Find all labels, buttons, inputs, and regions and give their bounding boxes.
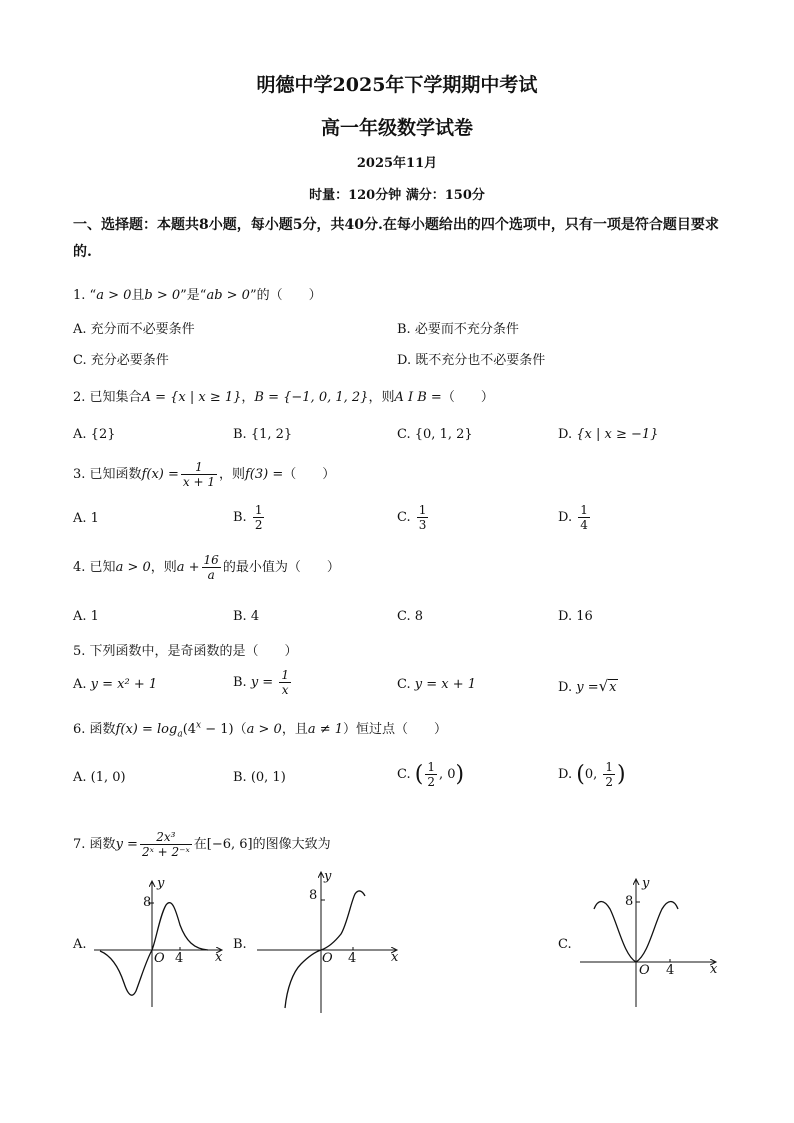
question-3	[73, 460, 335, 489]
q2-b-label: B.	[233, 427, 247, 442]
q4-frac-num: 16	[203, 553, 219, 567]
curve-a	[100, 903, 208, 995]
q3-option-c[interactable]	[397, 503, 430, 532]
graph-b-tick-x: 4	[348, 951, 357, 966]
q5-stem: 下列函数中，是奇函数的是（ ）	[89, 644, 298, 659]
graph-a-origin: O	[154, 951, 165, 966]
q5-b-label: B.	[233, 675, 247, 690]
q2-option-d[interactable]	[558, 427, 658, 442]
q3-expr-1: f(x) =	[141, 467, 179, 482]
q3-b-fraction	[253, 503, 265, 532]
q5-option-b[interactable]	[233, 668, 293, 697]
q3-b-den: 2	[254, 518, 263, 532]
q3-option-b[interactable]	[233, 503, 266, 532]
q6-text-2: （	[233, 722, 247, 737]
q5-b-fraction	[279, 668, 291, 697]
q6-log-end: − 1)	[201, 722, 234, 737]
question-1	[73, 284, 322, 303]
q4-expr-2: a +	[176, 560, 200, 575]
paper-title: 高一年级数学试卷	[320, 117, 473, 139]
question-7	[73, 830, 331, 859]
q2-c-label: C.	[397, 427, 411, 442]
q7-text-2: 在	[193, 837, 207, 852]
q3-frac-num: 1	[181, 460, 217, 475]
q6-expr-3: a ≠ 1	[307, 722, 344, 737]
q7-frac-den: 2ˣ + 2⁻ˣ	[141, 845, 190, 859]
question-4	[73, 553, 340, 582]
q7-expr-2: [−6, 6]	[206, 837, 253, 852]
q6-option-c[interactable]	[397, 760, 464, 789]
question-2	[73, 386, 494, 405]
q3-option-d[interactable]	[558, 503, 592, 532]
q2-expr-2: B = {−1, 0, 1, 2}	[254, 390, 369, 405]
q6-c-den: 2	[427, 775, 435, 789]
q3-d-den: 4	[580, 518, 588, 532]
q6-text-1: 函数	[89, 722, 116, 737]
left-paren-icon: (	[414, 762, 424, 787]
q5-option-d[interactable]	[558, 677, 618, 695]
q3-b-num: 1	[254, 503, 263, 517]
q5-number: 5.	[73, 644, 86, 659]
q2-number: 2.	[73, 390, 86, 405]
q3-c-den: 3	[418, 518, 427, 532]
q7-text-1: 函数	[89, 837, 116, 852]
q2-expr-3: A I B =	[394, 390, 442, 405]
q3-c-label: C.	[397, 510, 411, 525]
q6-text-4: ）恒过点（ ）	[343, 722, 448, 737]
graph-b-tick-y: 8	[309, 888, 318, 903]
q3-expr-2: f(3) =	[244, 467, 284, 482]
left-paren-icon: (	[576, 762, 585, 787]
q5-d-radicand: x	[609, 680, 617, 695]
q6-d-label: D.	[558, 767, 573, 782]
q2-text-1: 已知集合	[89, 390, 142, 405]
q7-fraction	[140, 830, 192, 859]
q6-c-fraction	[425, 760, 437, 789]
q5-b-num: 1	[281, 668, 289, 682]
q1-expr-3: ab > 0	[206, 288, 250, 303]
q2-d-value: {x | x ≥ −1}	[576, 427, 659, 442]
q4-text-2: ，则	[150, 560, 177, 575]
graph-c-y-label: y	[642, 876, 650, 891]
q6-log-exp: x	[196, 720, 202, 731]
q1-text-2: 且	[131, 288, 145, 303]
q6-a-label: A.	[73, 770, 87, 785]
q1-expr-1: a > 0	[96, 288, 132, 303]
graph-c-origin: O	[639, 963, 650, 978]
q7-graph-b[interactable]	[255, 868, 405, 1018]
q2-sep-1: ，	[241, 390, 255, 405]
q4-option-b[interactable]: B. 4	[233, 609, 260, 624]
q6-expr-1: f(x) = log	[115, 722, 178, 737]
graph-b-x-label: x	[391, 950, 399, 965]
question-6	[73, 718, 447, 740]
q5-b-den: x	[281, 683, 289, 697]
q1-text-4: ”的（ ）	[249, 288, 322, 303]
q2-option-a[interactable]	[73, 427, 116, 442]
q4-option-d[interactable]: D. 16	[558, 609, 593, 624]
q5-option-c[interactable]	[397, 677, 476, 692]
right-paren-icon: )	[617, 762, 626, 787]
q6-number: 6.	[73, 722, 86, 737]
q3-text-2: ，则	[218, 467, 245, 482]
school-exam-title: 明德中学2025年下学期期中考试	[256, 74, 538, 96]
q4-number: 4.	[73, 560, 86, 575]
q7-expr-1: y =	[115, 837, 138, 852]
q3-text-1: 已知函数	[89, 467, 142, 482]
q1-option-a[interactable]: A. 充分而不必要条件	[73, 322, 195, 337]
q3-d-label: D.	[558, 510, 573, 525]
graph-a-tick-x: 4	[175, 951, 184, 966]
q7-graph-c[interactable]	[578, 875, 723, 1010]
q6-text-3: ，且	[281, 722, 308, 737]
q2-sep-2: ，则	[368, 390, 395, 405]
q3-d-fraction	[578, 503, 590, 532]
q2-c-value: {0, 1, 2}	[414, 427, 473, 442]
section-heading: 一、选择题：本题共8小题，每小题5分，共40分.在每小题给出的四个选项中，只有一项是符合题目要求的.	[73, 217, 719, 260]
q5-c-label: C.	[397, 677, 411, 692]
exam-date: 2025年11月	[356, 156, 438, 171]
q6-d-num: 1	[605, 760, 614, 774]
graph-a-tick-y: 8	[143, 895, 152, 910]
q3-number: 3.	[73, 467, 86, 482]
q3-c-num: 1	[418, 503, 427, 517]
q6-c-num: 1	[427, 760, 435, 774]
q5-option-a[interactable]	[73, 677, 157, 692]
sqrt-icon: √	[598, 677, 609, 695]
graph-b-y-label: y	[324, 869, 332, 884]
q4-fraction	[202, 553, 221, 582]
q3-option-a[interactable]: A. 1	[73, 511, 99, 526]
q3-fraction	[181, 460, 217, 489]
time-score: 时量：120分钟 满分：150分	[309, 188, 485, 203]
q7-option-b-label[interactable]: B.	[233, 937, 247, 952]
q2-a-value: {2}	[90, 427, 116, 442]
q5-a-value: y = x² + 1	[90, 677, 158, 692]
graph-c-tick-x: 4	[666, 963, 675, 978]
q5-a-label: A.	[73, 677, 87, 692]
q6-expr-2: a > 0	[246, 722, 282, 737]
q5-d-lhs: y =	[576, 680, 599, 695]
q2-b-value: {1, 2}	[250, 427, 293, 442]
q7-number: 7.	[73, 837, 86, 852]
q6-option-b[interactable]	[233, 770, 286, 785]
q2-a-label: A.	[73, 427, 87, 442]
q3-frac-den: x + 1	[182, 475, 215, 489]
q5-d-label: D.	[558, 680, 573, 695]
q1-text-3: ”是“	[180, 288, 207, 303]
q7-text-3: 的图像大致为	[252, 837, 331, 852]
q6-b-label: B.	[233, 770, 247, 785]
q3-d-num: 1	[580, 503, 588, 517]
q3-b-label: B.	[233, 510, 247, 525]
q7-graph-a[interactable]	[90, 875, 230, 1010]
q6-a-value: (1, 0)	[90, 770, 126, 785]
q4-option-c[interactable]: C. 8	[397, 609, 424, 624]
q6-log-base: a	[177, 729, 183, 740]
q7-option-a-label[interactable]: A.	[73, 937, 87, 952]
right-paren-icon: )	[455, 762, 465, 787]
q1-text-1: “	[89, 288, 97, 303]
q5-c-value: y = x + 1	[414, 677, 477, 692]
q4-expr-1: a > 0	[115, 560, 151, 575]
graph-b-origin: O	[322, 951, 333, 966]
q4-text-1: 已知	[89, 560, 116, 575]
q1-option-c[interactable]: C. 充分必要条件	[73, 353, 169, 368]
q2-d-label: D.	[558, 427, 573, 442]
q2-option-b[interactable]	[233, 427, 292, 442]
q7-frac-num: 2x³	[140, 830, 192, 845]
q1-option-d[interactable]: D. 既不充分也不必要条件	[397, 353, 546, 368]
q2-option-c[interactable]	[397, 427, 473, 442]
q5-b-lhs: y =	[250, 675, 274, 690]
q3-c-fraction	[417, 503, 429, 532]
graph-c-x-label: x	[710, 962, 718, 977]
q6-d-den: 2	[605, 775, 614, 789]
q2-tail: （ ）	[441, 390, 494, 405]
q6-option-d[interactable]	[558, 760, 626, 789]
q6-option-a[interactable]	[73, 770, 126, 785]
q7-option-c-label[interactable]: C.	[558, 937, 572, 952]
q6-b-value: (0, 1)	[250, 770, 286, 785]
q1-number: 1.	[73, 288, 86, 303]
q6-c-tail: , 0	[439, 767, 456, 782]
q6-d-fraction	[603, 760, 615, 789]
q6-log-arg: (4	[182, 722, 197, 737]
graph-a-y-label: y	[157, 876, 165, 891]
graph-c-tick-y: 8	[625, 894, 634, 909]
q4-text-3: 的最小值为（ ）	[222, 560, 340, 575]
q6-c-label: C.	[397, 767, 411, 782]
graph-a-x-label: x	[215, 950, 223, 965]
q3-tail: （ ）	[283, 467, 336, 482]
q6-d-head: 0,	[584, 767, 602, 782]
q1-expr-2: b > 0	[144, 288, 181, 303]
q4-option-a[interactable]: A. 1	[73, 609, 99, 624]
q2-expr-1: A = {x | x ≥ 1}	[141, 390, 242, 405]
question-5	[73, 640, 298, 659]
q4-frac-den: a	[207, 568, 215, 582]
q1-option-b[interactable]: B. 必要而不充分条件	[397, 322, 519, 337]
